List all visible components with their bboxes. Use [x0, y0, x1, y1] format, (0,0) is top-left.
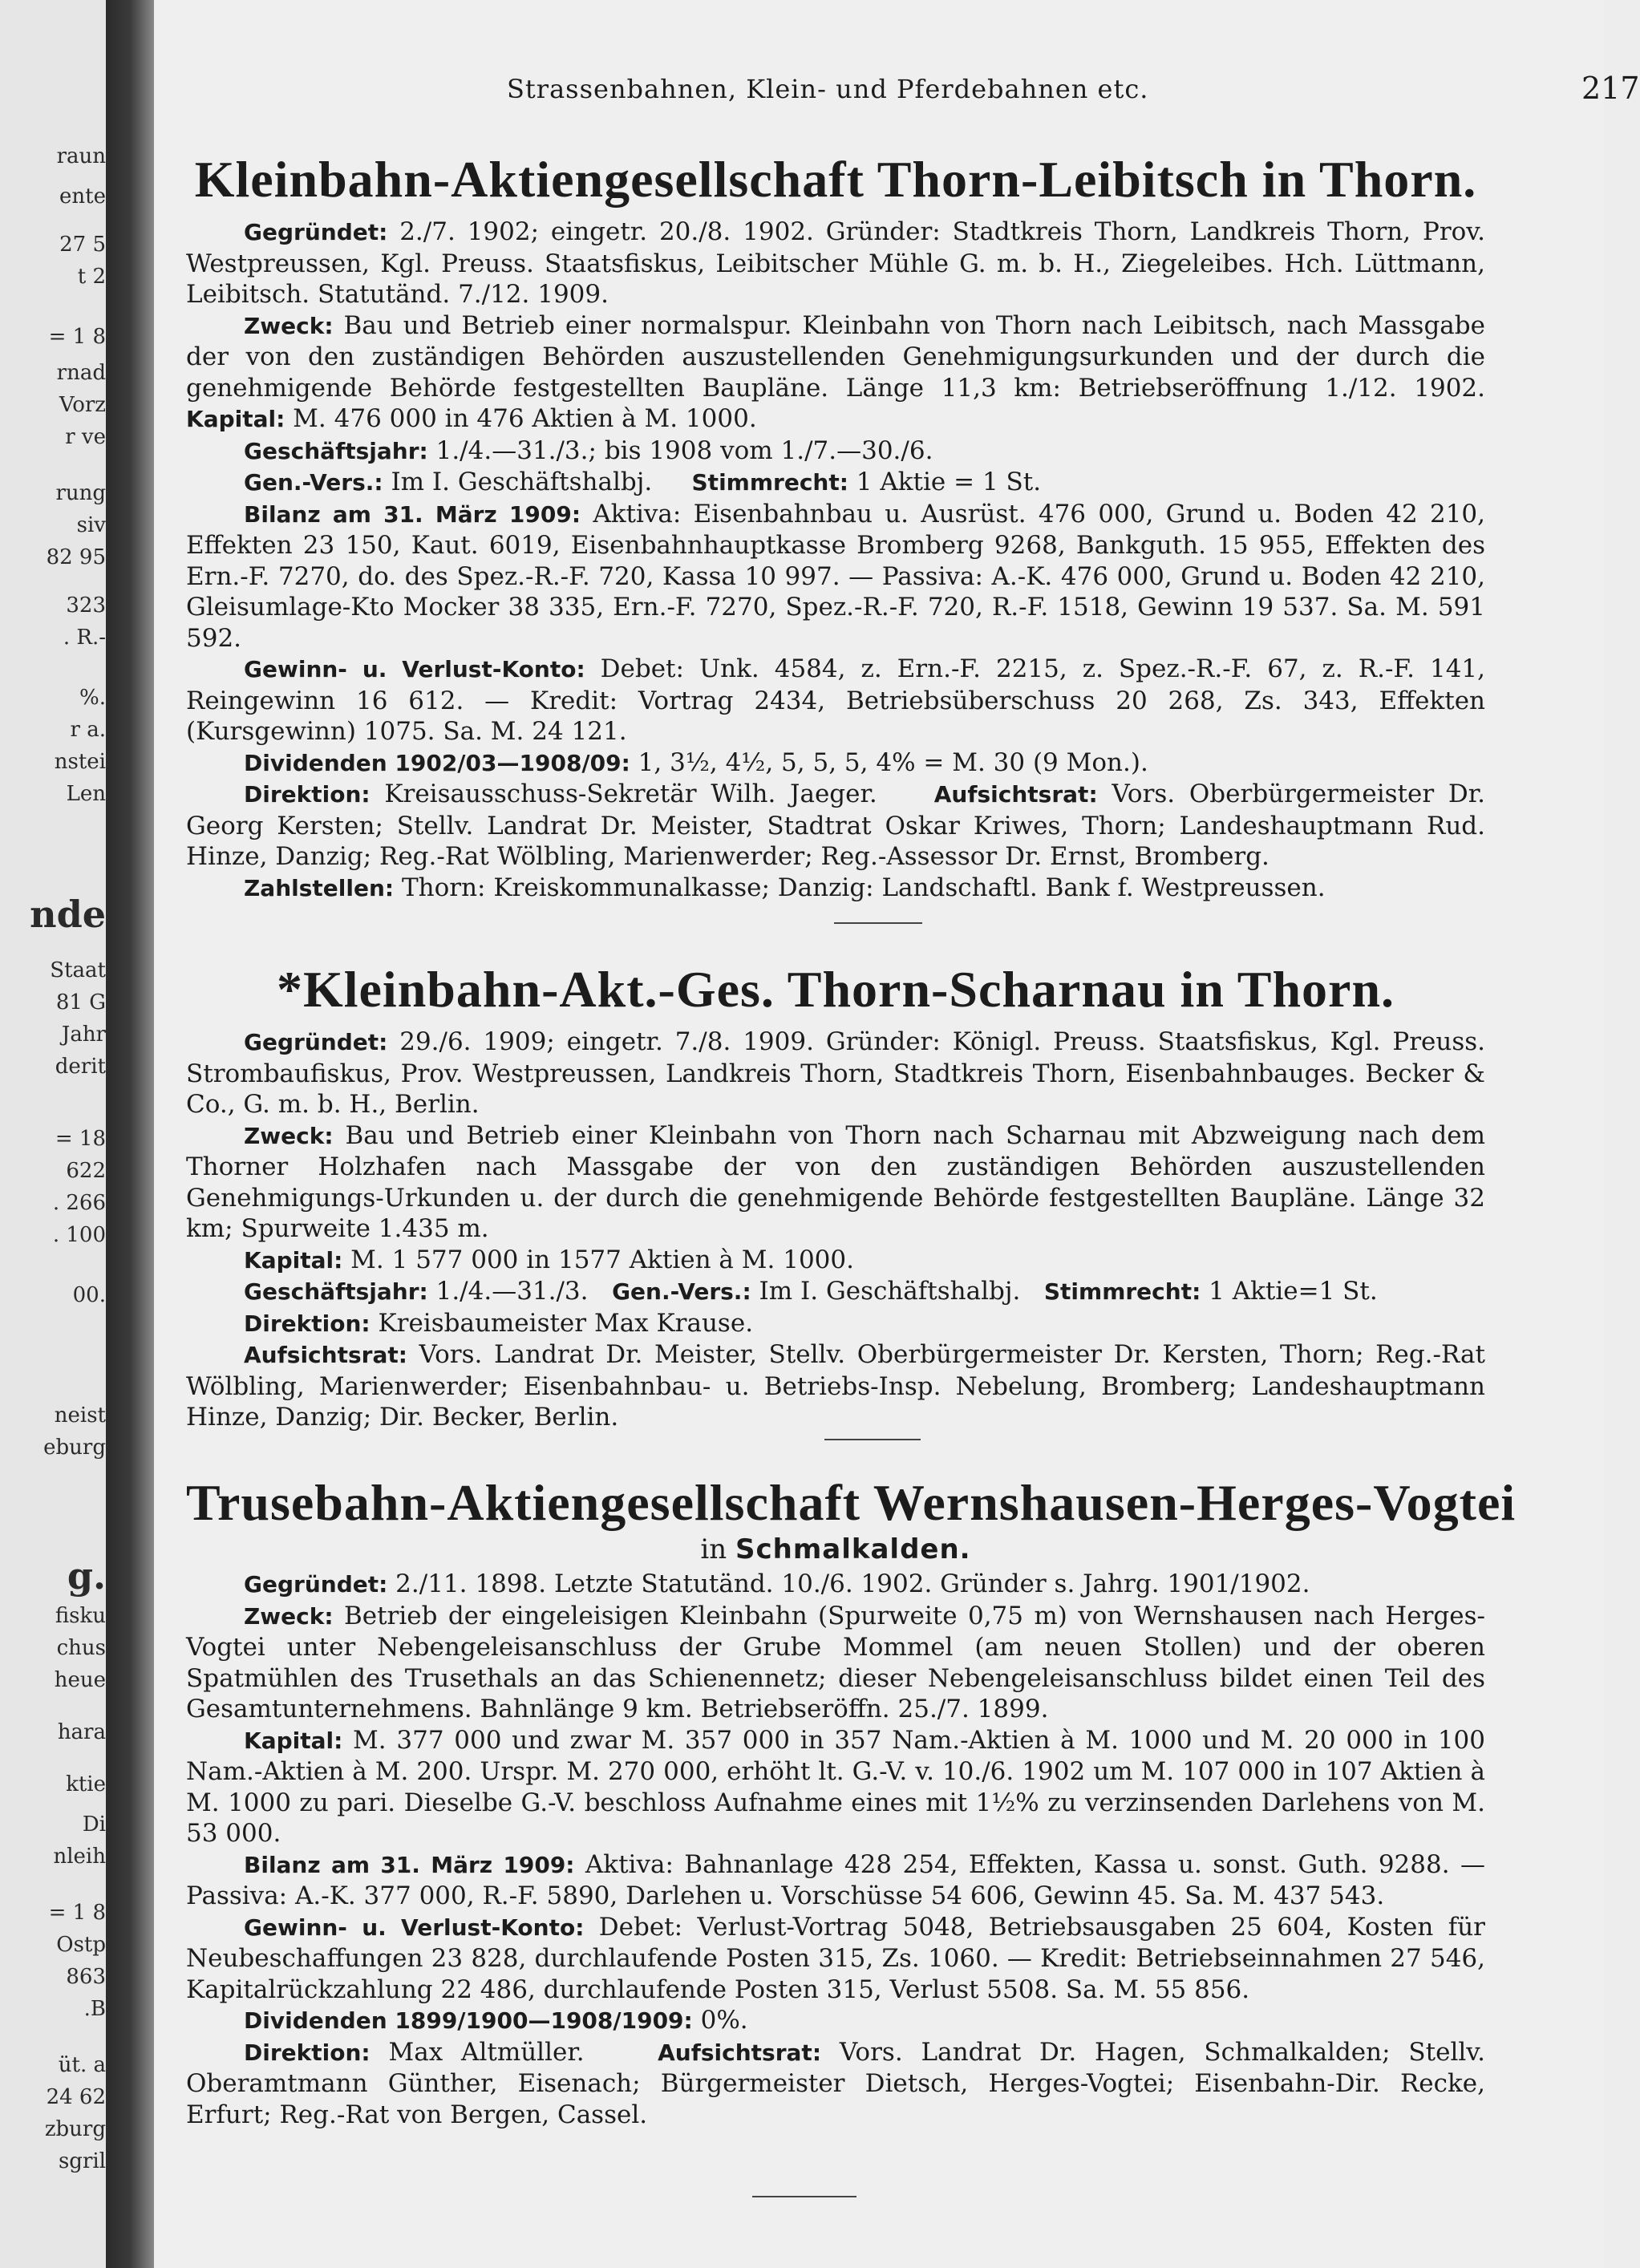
margin-fragment: Vorz [59, 393, 106, 417]
margin-fragment: 622 [66, 1159, 106, 1183]
company-section-trusebahn [186, 1472, 1516, 2130]
entry-purpose: Zweck: Bau und Betrieb einer Kleinbahn von Thorn nach Scharnau mit Abzweigung nach dem Thorner Holzhafen nach Massgabe der von den zuständigen Behörden auszustellenden Genehmigungs-Urkunden u. der durch die genehmigende Behörde festgestellten Baupläne. Länge 32 km; Spurweite 1.435 m. [186, 1120, 1485, 1243]
margin-fragment: r ve [65, 425, 106, 449]
entry-capital: Kapital: M. 1 577 000 in 1577 Aktien à M. 1000. [244, 1245, 854, 1274]
entry-dividends: Dividenden 1902/03—1908/09: 1, 3½, 4½, 5, 5, 5, 4% = M. 30 (9 Mon.). [244, 747, 1148, 777]
margin-fragment: . 266 [52, 1191, 106, 1215]
entry-capital: Kapital: M. 377 000 und zwar M. 357 000 in 357 Nam.-Aktien à M. 1000 und M. 20 000 in 100 Nam.-Aktien à M. 200. Urspr. M. 270 000, erhöht lt. G.-V. v. 10./6. 1902 um M. 107 000 in 107 Aktien à M. 1000 zu pari. Dieselbe G.-V. beschloss Aufnahme eines mit 1½% zu verzinsenden Darlehens von M. 53 000. [186, 1725, 1485, 1848]
margin-fragment: = 18 [55, 1127, 106, 1151]
entry-fiscal-year: Geschäftsjahr: 1./4.—31./3.; bis 1908 vom 1./7.—30./6. [244, 435, 933, 465]
margin-fragment: %. [79, 686, 106, 710]
margin-fragment: = 1 8 [48, 325, 106, 349]
margin-fragment: 863 [66, 1965, 106, 1989]
entry-paying-agents: Zahlstellen: Thorn: Kreiskommunalkasse; Danzig: Landschaftl. Bank f. Westpreussen. [244, 873, 1326, 902]
margin-fragment: 81 G [55, 990, 106, 1015]
company-body [186, 1569, 1485, 2130]
margin-fragment: 00. [72, 1283, 106, 1307]
entry-general-meeting: Gen.-Vers.: Im I. Geschäftshalbj. Stimmrecht: 1 Aktie = 1 St. [244, 468, 1042, 496]
margin-fragment: nde [30, 893, 106, 936]
margin-fragment: . 100 [52, 1223, 106, 1247]
margin-fragment: fisku [55, 1604, 106, 1628]
company-title: Trusebahn-Aktiengesellschaft Wernshausen-Herges-Vogtei [186, 1474, 1516, 1531]
margin-fragment: r a. [70, 718, 106, 742]
book-gutter [106, 0, 154, 2268]
margin-fragment: sgril [58, 2149, 106, 2173]
margin-fragment: 27 5 [59, 233, 106, 257]
company-subtitle: in Schmalkalden. [700, 1533, 971, 1565]
entry-balance: Bilanz am 31. März 1909: Aktiva: Eisenbahnbau u. Ausrüst. 476 000, Grund u. Boden 42 210, Effekten 23 150, Kaut. 6019, Eisenbahnhauptkasse Bromberg 9268, Bankguth. 15 955, Effekten des Ern.-F. 7270, do. des Spez.-R.-F. 720, Kassa 10 997. — Passiva: A.-K. 476 000, Grund u. Boden 42 210, Gleisumlage-Kto Mocker 38 335, Ern.-F. 7270, Spez.-R.-F. 720, R.-F. 1518, Gewinn 19 537. Sa. M. 591 592. [186, 499, 1486, 653]
margin-fragment: rnad [56, 361, 106, 385]
entry-balance: Bilanz am 31. März 1909: Aktiva: Bahnanlage 428 254, Effekten, Kassa u. sonst. Guth. 9288. — Passiva: A.-K. 377 000, R.-F. 5890, Darlehen u. Vorschüsse 54 606, Gewinn 45. Sa. M. 437 543. [186, 1849, 1485, 1910]
entry-supervisory-board: Aufsichtsrat: Vors. Landrat Dr. Meister, Stellv. Oberbürgermeister Dr. Kersten, Thorn; Reg.-Rat Wölbling, Marienwerder; Eisenbahnbau- u. Betriebs-Insp. Nebelung, Bromberg; Landeshauptmann Hinze, Danzig; Dir. Becker, Berlin. [186, 1340, 1485, 1432]
margin-fragment: Ostp [56, 1933, 106, 1957]
margin-fragment: Jahr [61, 1023, 106, 1047]
margin-fragment: ente [59, 184, 106, 209]
margin-fragment: nleih [53, 1845, 106, 1869]
margin-fragment: Di [82, 1812, 106, 1837]
entry-management: Direktion: Kreisbaumeister Max Krause. [244, 1308, 754, 1338]
margin-fragment: zburg [44, 2117, 106, 2141]
margin-fragment: 323 [66, 593, 106, 618]
section-divider [834, 922, 922, 924]
margin-fragment: rung [55, 481, 106, 505]
entry-founded: Gegründet: 2./11. 1898. Letzte Statutänd. 10./6. 1902. Gründer s. Jahrg. 1901/1902. [244, 1569, 1310, 1598]
company-section-thorn-leibitsch [186, 149, 1485, 904]
entry-founded: Gegründet: 2./7. 1902; eingetr. 20./8. 1902. Gründer: Stadtkreis Thorn, Landkreis Thorn, Prov. Westpreussen, Kgl. Preuss. Staatsfiskus, Leibitscher Mühle G. m. b. H., Ziegeleibes. Hch. Lüttmann, Leibitsch. Statutänd. 7./12. 1909. [186, 217, 1485, 309]
section-divider [752, 2196, 856, 2197]
margin-fragment: heue [54, 1668, 106, 1692]
margin-fragment: derit [55, 1055, 106, 1079]
company-title: *Kleinbahn-Akt.-Ges. Thorn-Scharnau in Thorn. [276, 961, 1395, 1018]
company-location: Schmalkalden. [735, 1533, 971, 1565]
margin-fragment: 82 95 [46, 545, 106, 569]
entry-founded: Gegründet: 29./6. 1909; eingetr. 7./8. 1909. Gründer: Königl. Preuss. Staatsfiskus, Kgl. Preuss. Strombaufiskus, Prov. Westpreussen, Landkreis Thorn, Stadtkreis Thorn, Eisenbahnbauges. Becker & Co., G. m. b. H., Berlin. [186, 1027, 1485, 1119]
margin-fragment: . R.- [63, 626, 106, 650]
margin-fragment: g. [67, 1554, 106, 1598]
margin-fragment: hara [57, 1720, 106, 1744]
company-title: Kleinbahn-Aktiengesellschaft Thorn-Leibitsch in Thorn. [194, 151, 1477, 208]
margin-fragment: ktie [66, 1772, 106, 1796]
entry-management: Direktion: Max Altmüller. Aufsichtsrat: Vors. Landrat Dr. Hagen, Schmalkalden; Stellv. Oberamtmann Günther, Eisenach; Bürgermeister Dietsch, Herges-Vogtei; Eisenbahn-Dir. Recke, Erfurt; Reg.-Rat von Bergen, Cassel. [186, 2037, 1485, 2129]
margin-fragment: üt. a [58, 2053, 106, 2077]
margin-fragment: siv [76, 513, 106, 537]
company-section-thorn-scharnau [186, 959, 1485, 1433]
entry-purpose: Zweck: Betrieb der eingeleisigen Kleinbahn (Spurweite 0,75 m) von Wernshausen nach Herges-Vogtei unter Nebengeleisanschluss der Grube Mommel (am neuen Stollen) und der oberen Spatmühlen des Trusethals an das Schienennetz; dieser Nebengeleisanschluss bildet einen Teil des Gesamtunternehmens. Bahnlänge 9 km. Betriebseröffn. 25./7. 1899. [186, 1601, 1485, 1723]
running-head: Strassenbahnen, Klein- und Pferdebahnen etc. [507, 74, 1149, 104]
margin-fragment: nstei [54, 750, 106, 774]
margin-fragment: eburg [43, 1436, 106, 1460]
margin-fragment: = 1 8 [48, 1901, 106, 1925]
section-divider [824, 1439, 921, 1440]
margin-fragment: Staat [50, 958, 106, 982]
entry-management: Direktion: Kreisausschuss-Sekretär Wilh. Jaeger. Aufsichtsrat: Vors. Oberbürgermeister Dr. Georg Kersten; Stellv. Landrat Dr. Meister, Stadtrat Oskar Kriwes, Thorn; Landeshauptmann Rud. Hinze, Danzig; Reg.-Rat Wölbling, Marienwerder; Reg.-Assessor Dr. Ernst, Bromberg. [186, 780, 1485, 871]
previous-page-margin [0, 0, 106, 2268]
margin-fragment: 24 62 [46, 2085, 106, 2109]
page-number: 217 [1581, 71, 1640, 106]
company-body [186, 1027, 1485, 1433]
margin-fragment: t 2 [77, 265, 106, 289]
margin-fragment: neist [54, 1403, 106, 1428]
entry-purpose: Zweck: Bau und Betrieb einer normalspur. Kleinbahn von Thorn nach Leibitsch, nach Massgabe der von den zuständigen Behörden auszustellenden Genehmigungsurkunden und der durch die genehmigende Behörde festgestellten Baupläne. Länge 11,3 km: Betriebseröffnung 1./12. 1902. Kapital: M. 476 000 in 476 Aktien à M. 1000. [186, 310, 1485, 433]
margin-fragment: chus [56, 1636, 106, 1660]
entry-fiscal-year: Geschäftsjahr: 1./4.—31./3. Gen.-Vers.: Im I. Geschäftshalbj. Stimmrecht: 1 Aktie=1 St. [244, 1277, 1378, 1306]
company-body [186, 217, 1485, 904]
entry-dividends: Dividenden 1899/1900—1908/1909: 0%. [244, 2006, 748, 2035]
margin-fragment: Len [66, 782, 106, 806]
margin-fragment: .B [83, 1997, 106, 2021]
entry-profit-loss: Gewinn- u. Verlust-Konto: Debet: Verlust-Vortrag 5048, Betriebsausgaben 25 604, Kosten für Neubeschaffungen 23 828, durchlaufende Posten 315, Zs. 1060. — Kredit: Betriebseinnahmen 27 546, Kapitalrückzahlung 22 486, durchlaufende Posten 315, Verlust 5508. Sa. M. 55 856. [186, 1912, 1486, 2004]
margin-fragment: raun [56, 144, 106, 168]
entry-profit-loss: Gewinn- u. Verlust-Konto: Debet: Unk. 4584, z. Ern.-F. 2215, z. Spez.-R.-F. 67, z. R.-F. 141, Reingewinn 16 612. — Kredit: Vortrag 2434, Betriebsüberschuss 20 268, Zs. 343, Effekten (Kursgewinn) 1075. Sa. M. 24 121. [186, 654, 1485, 746]
